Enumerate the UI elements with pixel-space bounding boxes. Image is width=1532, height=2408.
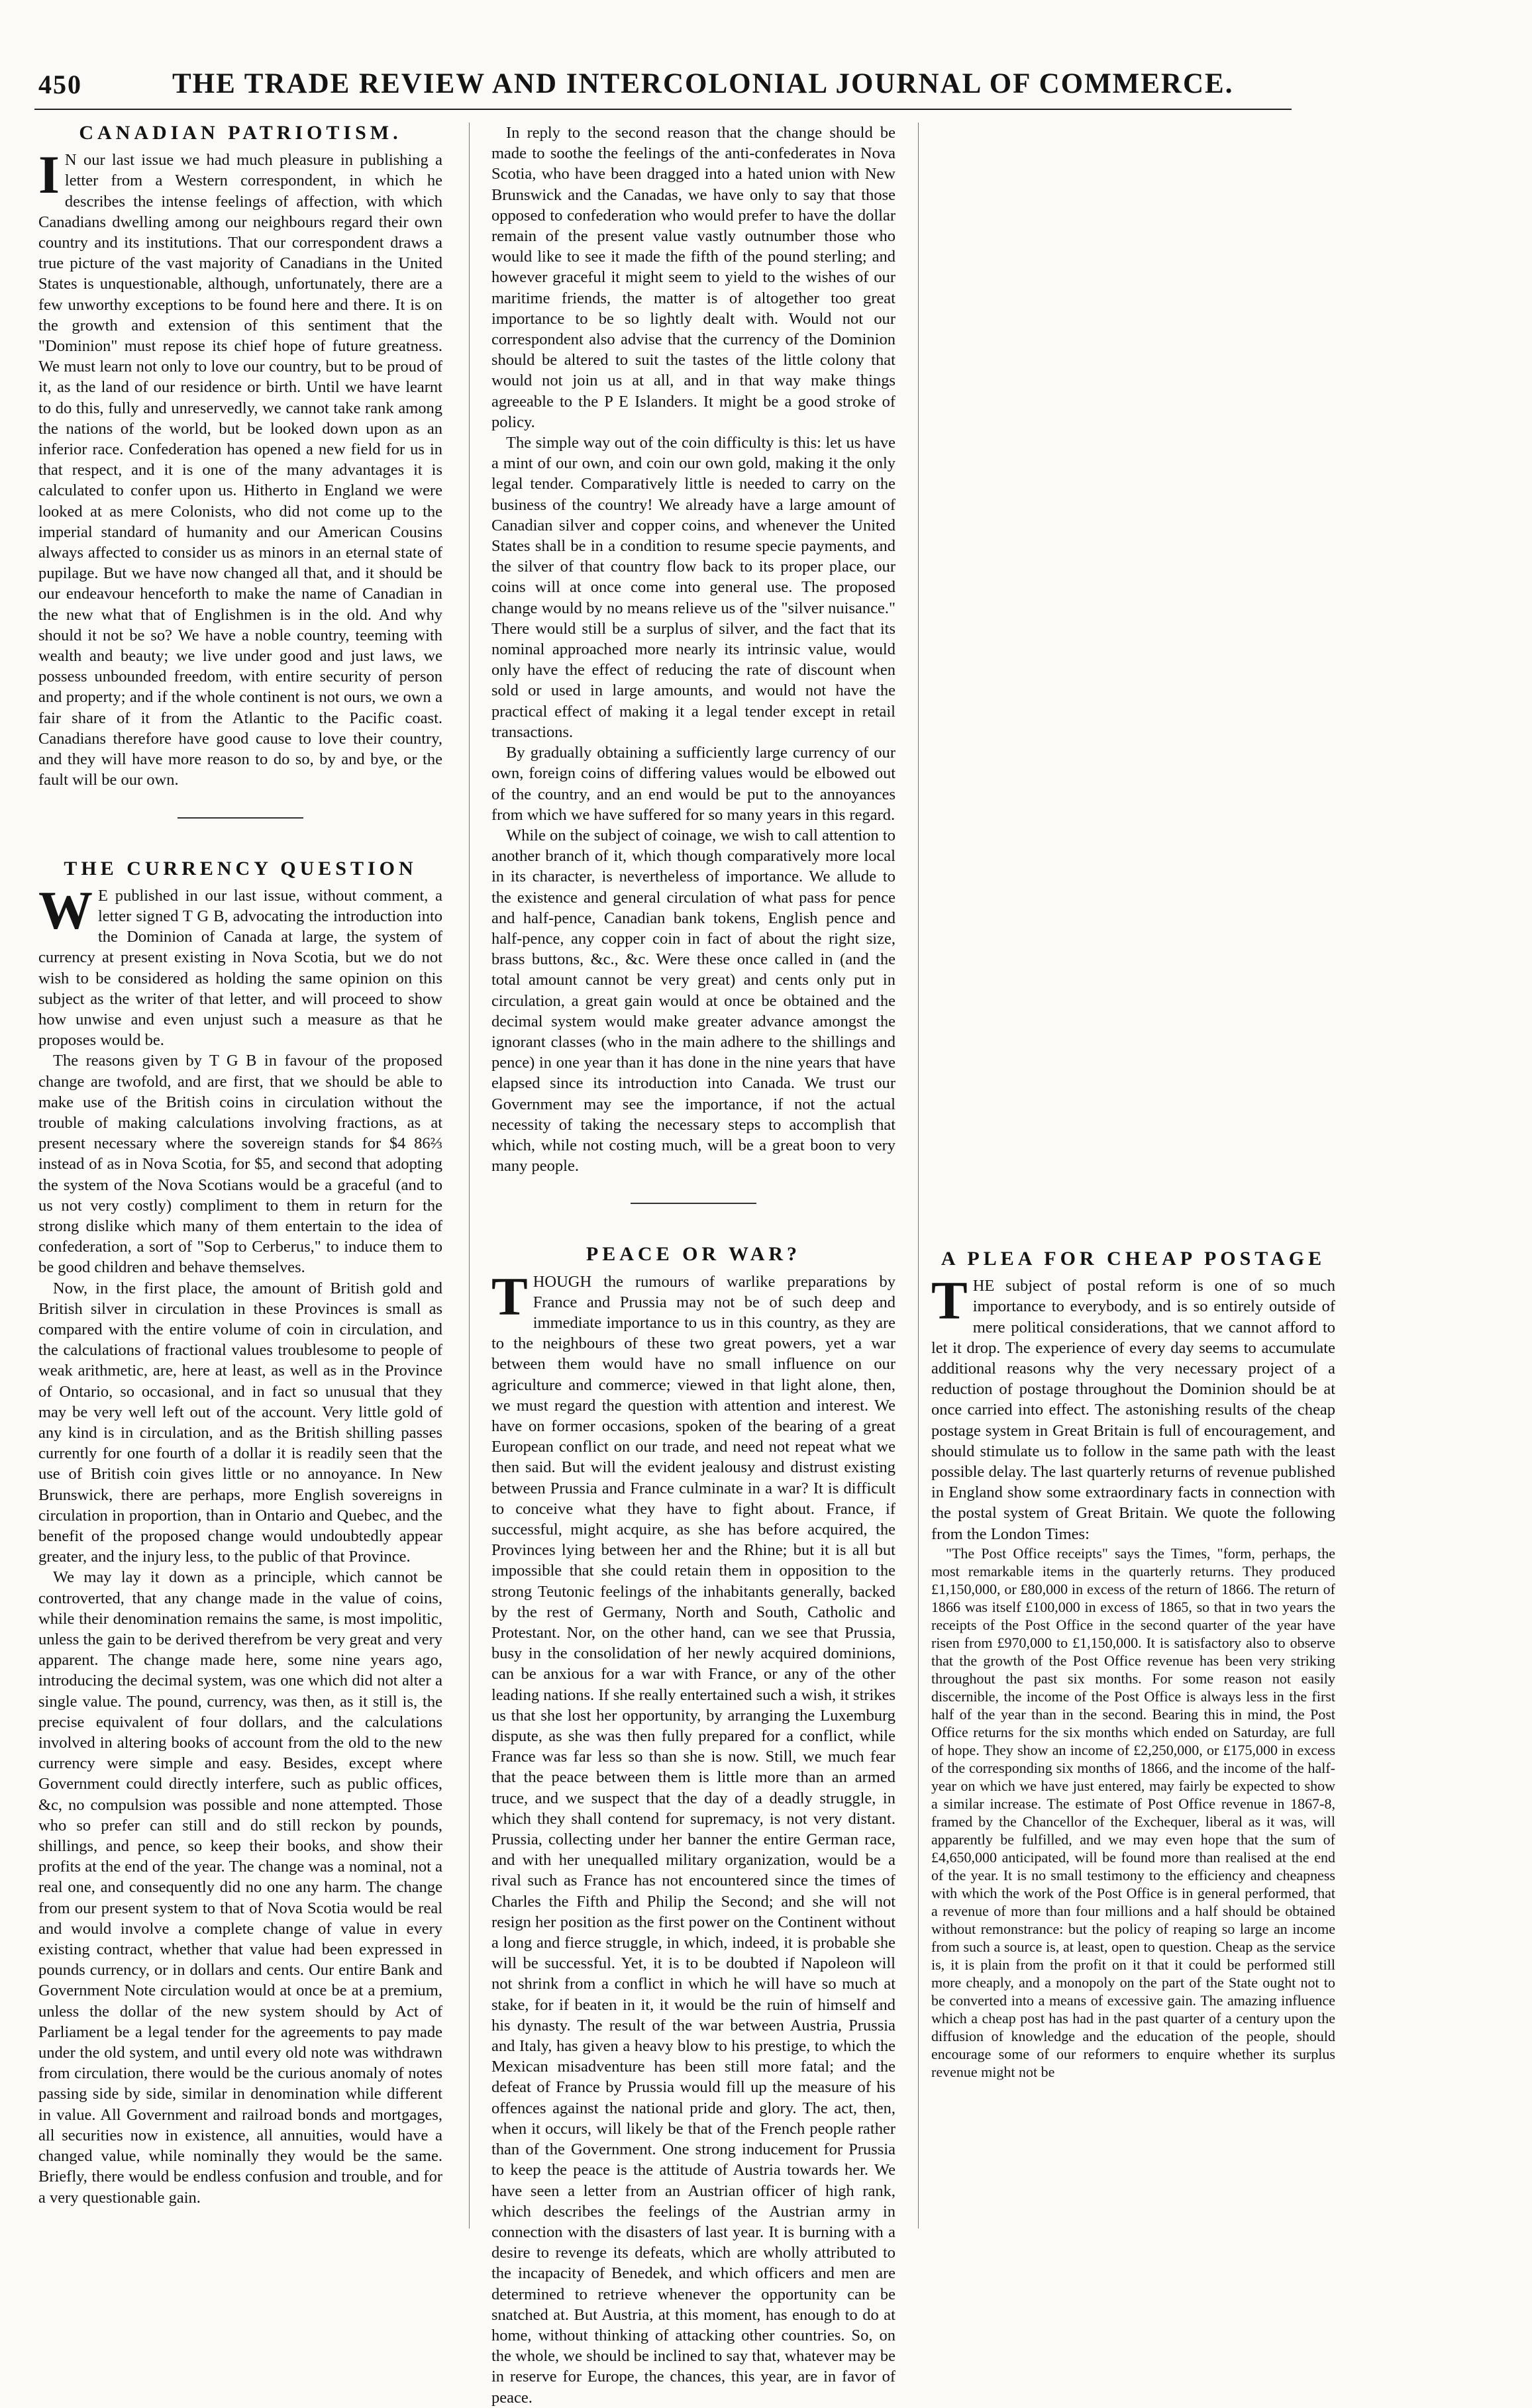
article-paragraph: Now, in the first place, the amount of British gold and British silver in circulation in these Provinces is small as compared with the entire volume of coin in circulation, and the calculations of fractional values troublesome to people of weak arithmetic, are, here at least, as well as in the Province of Ontario, so occasional, and in fact so unusual that they may be very well left out of the account. Very little gold of any kind is in circulation, and as the British shilling passes currently for one fourth of a dollar it is readily seen that the use of British coin gives little or no annoyance. In New Brunswick, there are perhaps, more English sovereigns in circulation in proportion, than in Ontario and Quebec, and the benefit of the proposed change would undoubtedly appear greater, and the injury less, to the public of that Province. (38, 1279, 442, 1566)
article-paragraph: The reasons given by T G B in favour of the proposed change are twofold, and are first, that we should be able to make use of the British coins in circulation without the trouble of making calculations involving fractions, as at present necessary where the sovereign stands for $4 86⅔ instead of as in Nova Scotia, for $5, and second that adopting the system of the Nova Scotians would be a graceful (and to us not very costly) compliment to them in return for the strong dislike which many of them entertain to the idea of confederation, a sort of "Sop to Cerberus," to induce them to be good children and behave themselves. (38, 1052, 442, 1277)
column-1 (38, 123, 442, 2229)
article-title-peace-or-war: PEACE OR WAR? (586, 1243, 801, 1266)
article-title-canadian-patriotism: CANADIAN PATRIOTISM. (79, 122, 402, 144)
column-divider (469, 123, 470, 2229)
article-paragraph: THE subject of postal reform is one of so much importance to everybody, and is so entirely outside of mere political considerations, that we cannot afford to let it drop. The experience of every day seems to accumulate additional reasons why the very necessary project of a reduction of postage throughout the Dominion should be at once carried into effect. The astonishing results of the cheap postage system in Great Britain is full of encouragement, and should stimulate us to follow in the same path with the least possible delay. The last quarterly returns of revenue published in England show some extraordinary facts in connection with the postal system of Great Britain. We quote the following from the London Times: (931, 1270, 1335, 1543)
article-title-cheap-postage: A PLEA FOR CHEAP POSTAGE (941, 1248, 1326, 1270)
article-paragraph: By gradually obtaining a sufficiently large currency of our own, foreign coins of differing values would be elbowed out of the country, and an end would be put to the annoyances from which we have suffered for so many years in this regard. (491, 744, 895, 824)
article-paragraph: I N our last issue we had much pleasure in publishing a letter from a Western correspondent, in which he describes the intense feelings of affection, with which Canadians dwelling among our neighbours regard their own country and its institutions. That our correspondent draws a true picture of the vast majority of Canadians in the United States is unquestionable, although, unfortunately, there are a few unworthy exceptions to be found here and there. It is on the growth and extension of this sentiment that the "Dominion" must repose its chief hope of future greatness. We must learn not only to love our country, but to be proud of it, as the land of our residence or birth. Until we have learnt to do this, fully and unreservedly, we cannot take rank among the nations of the world, but be looked down upon as an inferior race. Confederation has opened a new field for us in that respect, and it is one of the many advantages it is calculated to confer upon us. Hitherto in England we were looked at as mere Colonists, who did not come up to the imperial standard of humanity and our American Cousins always affected to consider us as minors in an eternal state of pupilage. But we have now changed all that, and it should be our endeavour henceforth to make the name of Canadian in the new what that of Englishmen is in the old. And why should it not be so? We have a noble country, teeming with wealth and beauty; we live under good and just laws, we possess unbounded freedom, with entire security of person and property; and if the whole continent is not ours, we own a fair share of it from the Atlantic to the Pacific coast. Canadians therefore have good cause to love their country, and they will have more reason to do so, by and bye, or the fault will be our own. (38, 144, 442, 789)
article-title-currency-question: THE CURRENCY QUESTION (64, 857, 417, 879)
drop-cap: I (38, 144, 60, 205)
article-paragraph: W E published in our last issue, without comment, a letter signed T G B, advocating the introduction into the Dominion of Canada at large, the system of currency at present existing in Nova Scotia, but we do not wish to be considered as holding the same opinion on this subject as the writer of that letter, and will proceed to show how unwise and even unjust such a measure as that he proposes would be. (38, 879, 442, 1050)
quoted-passage: "The Post Office receipts" says the Times, "form, perhaps, the most remarkable items in the quarterly returns. They produced £1,150,000, or £80,000 in excess of the return of 1866. The return of 1866 was itself £100,000 in excess of 1865, so that in two years the receipts of the Post Office in the second quarter of the year have risen from £970,000 to £1,150,000. It is satisfactory also to observe that the growth of the Post Office revenue has been very striking throughout the past six months. For some reason not easily discernible, the income of the Post Office is always less in the first half of the year than in the second. Bearing this in mind, the Post Office returns for the six months which ended on Saturday, are full of hope. They show an income of £2,250,000, or £175,000 in excess of the corresponding six months of 1866, and the income of the half-year on which we have just entered, may fairly be expected to show a similar increase. The estimate of Post Office revenue in 1867-8, framed by the Chancellor of the Exchequer, liberal as it was, will apparently be fulfilled, and we may even hope that the sum of £4,650,000 anticipated, will be found more than realised at the end of the year. It is no small testimony to the efficiency and cheapness with which the work of the Post Office is in general performed, that a revenue of more than four millions and a half should be obtained without remonstrance: but the policy of reaping so large an income from such a source is, at least, open to question. Cheap as the service is, it is plain from the profit on it that it could be performed still more cheaply, and a monopoly on the part of the State ought not to be converted into a means of excessive gain. The amazing influence which a cheap post has had in the past quarter of a century upon the diffusion of knowledge and the education of the people, should encourage some of our reformers to enquire whether its surplus revenue might not be (931, 1544, 1335, 2080)
running-title: THE TRADE REVIEW AND INTERCOLONIAL JOURNAL OF COMMERCE. (172, 68, 1234, 99)
drop-cap: W (38, 879, 93, 940)
drop-cap: T (931, 1270, 968, 1331)
section-separator (631, 1203, 756, 1204)
column-divider (918, 123, 919, 2229)
article-paragraph: While on the subject of coinage, we wish to call attention to another branch of it, which though comparatively more local in its character, is nevertheless of importance. We allude to the existence and general circulation of what pass for pence and half-pence, Canadian bank tokens, English pence and half-pence, any copper coin in fact of about the right size, brass buttons, &c., &c. Were these once called in (and the total amount cannot be very great) and cents only put in circulation, a great gain would at once be obtained and the decimal system would make greater advance amongst the ignorant classes (who in the main adhere to the shillings and pence) in one year than it has done in the nine years that have elapsed since its introduction into Canada. We trust our Government may see the importance, if not the actual necessity of taking the necessary steps to accomplish that which, while not costing much, will be a great boon to very many people. (491, 826, 895, 1176)
article-paragraph: The simple way out of the coin difficulty is this: let us have a mint of our own, and coin our own gold, making it the only legal tender. Comparatively little is needed to carry on the business of the country! We already have a large amount of Canadian silver and copper coins, and whenever the United States shall be in a condition to resume specie payments, and the silver of that country flow back to its proper place, our coins will at once come into general use. The proposed change would by no means relieve us of the "silver nuisance." There would still be a surplus of silver, and the fact that its nominal approached more nearly its intrinsic value, would only have the effect of reducing the rate of discount when sold or used in large amounts, and would not have the practical effect of making it a legal tender except in retail transactions. (491, 434, 895, 741)
page-number: 450 (38, 70, 82, 99)
header-rule (34, 109, 1292, 110)
article-paragraph: THOUGH the rumours of warlike preparations by France and Prussia may not be of such deep and immediate importance to us in this country, as they are to the neighbours of these two great powers, yet a war between them would have no small influence on our agriculture and commerce; viewed in that light alone, then, we must regard the question with attention and interest. We have on former occasions, spoken of the bearing of a great European conflict on our trade, and need not repeat what we then said. But will the evident jealousy and distrust existing between Prussia and France culminate in a war? It is difficult to conceive what they have to fight about. France, if successful, might acquire, as she has before acquired, the Provinces lying between her and the Rhine; but it is all but impossible that she could retain them in opposition to the strong Teutonic feelings of the inhabitants generally, backed by the rest of Germany, North and South, Catholic and Protestant. Nor, on the other hand, can we see that Prussia, busy in the consolidation of her newly acquired dominions, can be anxious for a war with France, or any of the other leading nations. If she really entertained such a wish, it strikes us that she lost her opportunity, by arranging the Luxemburg dispute, as she was then fully prepared for a conflict, while France was far less so than she is now. Still, we much fear that the peace between them is little more than an armed truce, and we suspect that the day of a deadly struggle, in which they shall contend for supremacy, is not very distant. Prussia, collecting under her banner the entire German race, and with her unequalled military organization, would be a rival such as France has not encountered since the times of Charles the Fifth and Philip the Second; and she will not resign her position as the first power on the Continent without a long and fierce struggle, in which, indeed, it is probable she will be successful. Yet, it is to be doubted if Napoleon will not shrink from a conflict in which he will have so much at stake, for if beaten in it, it would be the ruin of himself and his dynasty. The result of the war between Austria, Prussia and Italy, has given a heavy blow to his prestige, to which the Mexican misadventure has been still more fatal; and the defeat of France by Prussia would fill up the measure of his offences against the national pride and glory. The act, then, when it occurs, will likely be that of the French people rather than of the Government. One strong inducement for Prussia to keep the peace is the attitude of Austria towards her. We have seen a letter from an Austrian officer of high rank, which describes the feelings of the Austrian army in connection with the disasters of last year. It is burning with a desire to revenge its defeats, which are wholly attributed to the incapacity of Benedek, and which officers and men are determined to retrieve whenever the opportunity can be snatched at. But Austria, at this moment, has enough to do at home, without thinking of attacking other countries. So, on the whole, we should be inclined to say that, whatever may be in reserve for Europe, the chances, this year, are in favor of peace. (491, 1266, 895, 2407)
article-paragraph: In reply to the second reason that the change should be made to soothe the feelings of the anti-confederates in Nova Scotia, who have been dragged into a hated union with New Brunswick and the Canadas, we have only to say that those opposed to confederation who would prefer to have the dollar remain of the present value vastly outnumber those who would like to see it made the fifth of the pound sterling; and however graceful it might seem to yield to the wishes of our maritime friends, the matter is of altogether too great importance to be so lightly dealt with. Would not our correspondent also advise that the currency of the Dominion should be altered to suit the tastes of the little colony that would not join us at all, and in that way make things agreeable to the P E Islanders. It might be a good stroke of policy. (491, 124, 895, 431)
column-3 (931, 123, 1335, 2229)
article-paragraph: We may lay it down as a principle, which cannot be controverted, that any change made in the value of coins, while their denomination remains the same, is most impolitic, unless the gain to be derived therefrom be very great and very apparent. The change made here, some nine years ago, introducing the decimal system, was one which did not alter a single value. The pound, currency, was then, as it still is, the precise equivalent of four dollars, and the calculations involved in altering books of account from the old to the new currency were simple and easy. Besides, except where Government could directly interfere, such as public offices, &c, no compulsion was possible and none attempted. Those who so prefer can still and do still reckon by pounds, shillings, and pence, so keep their books, and show their profits at the end of the year. The change was a nominal, not a real one, and consequently did no one any harm. The change from our present system to that of Nova Scotia would be real and would involve a complete change of value in every existing contract, whether that value had been expressed in pounds currency, or in dollars and cents. Our entire Bank and Government Note circulation would at once be at a premium, unless the dollar of the new system should by Act of Parliament be a legal tender for the agreements to pay made under the old system, and until every old note was withdrawn from circulation, there would be the curious anomaly of notes passing side by side, similar in denomination while different in value. All Government and railroad bonds and mortgages, all securities now in existence, all annuities, would have a changed value, while nominally they would be the same. Briefly, there would be endless confusion and trouble, and for a very questionable gain. (38, 1568, 442, 2207)
column-2 (491, 123, 895, 2407)
section-separator (178, 817, 303, 819)
page-header (25, 69, 1292, 109)
drop-cap: T (491, 1266, 528, 1327)
